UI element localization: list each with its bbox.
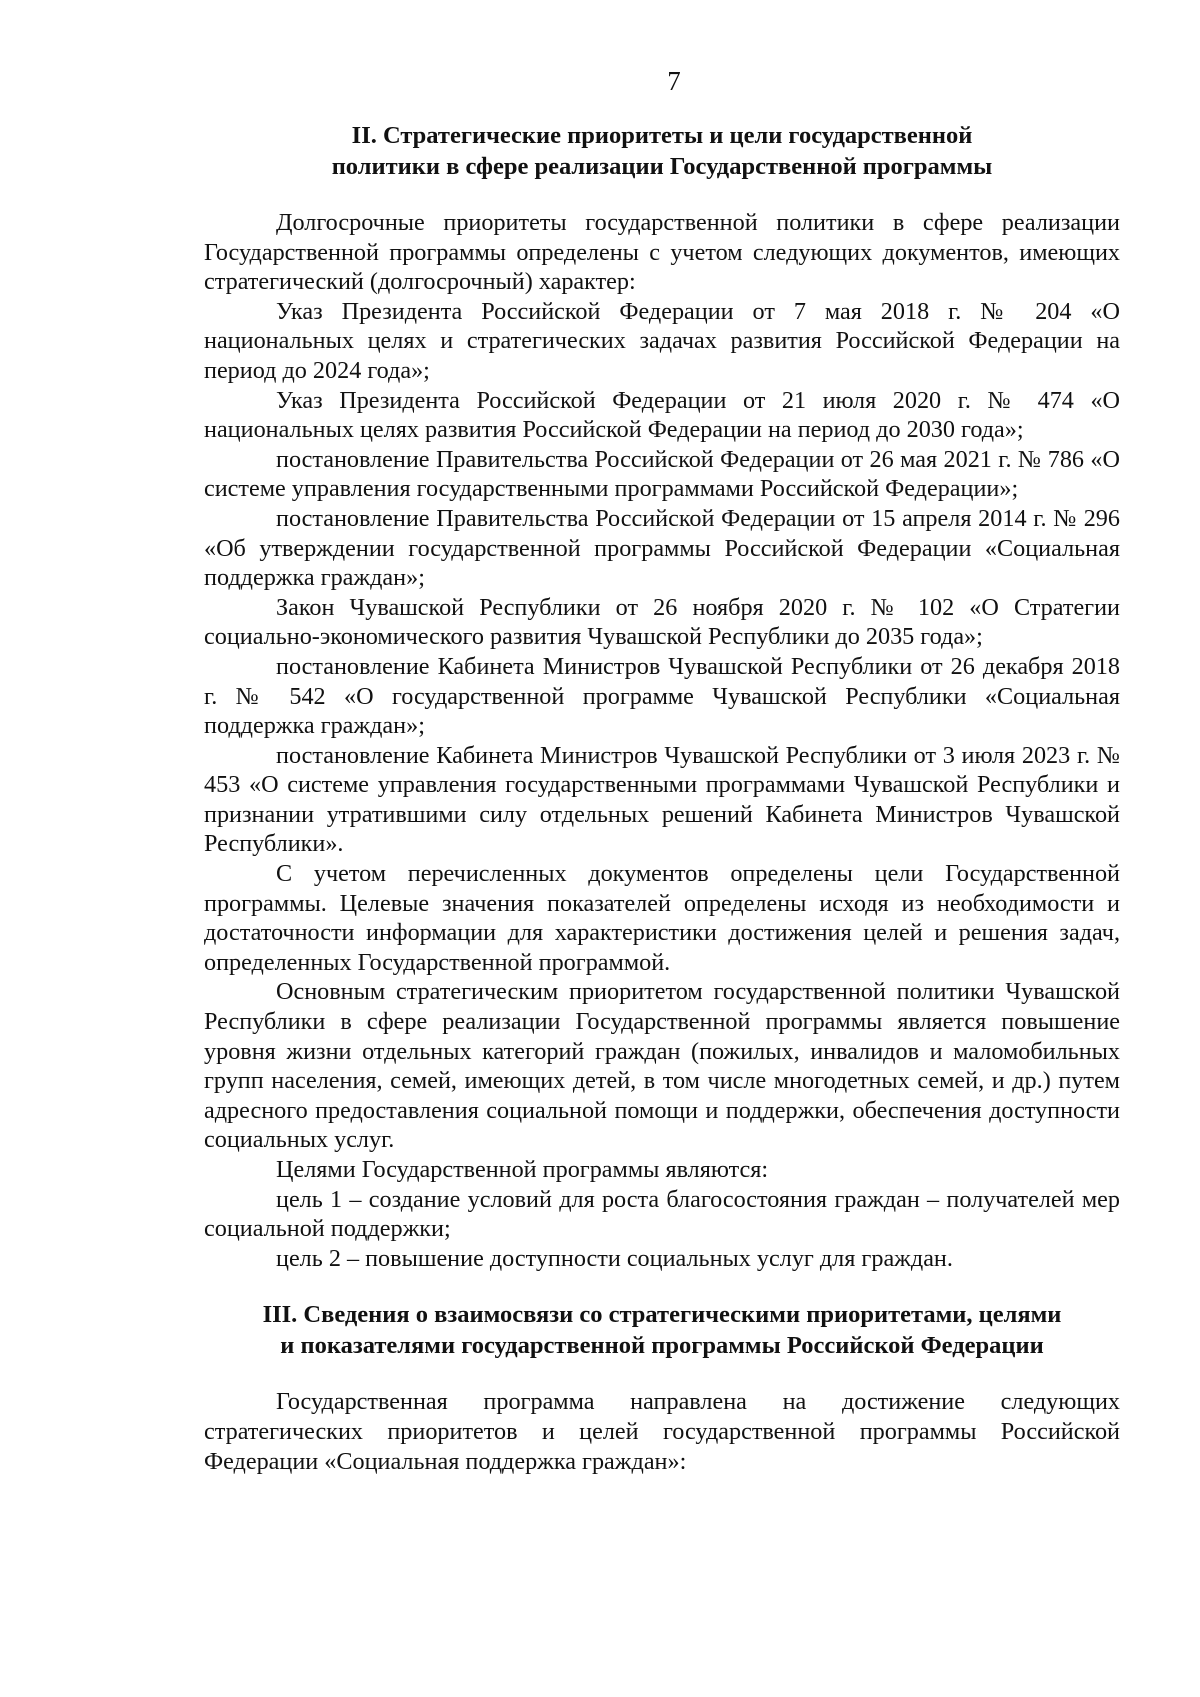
section-3-body [204, 1387, 1120, 1476]
paragraph: цель 1 – создание условий для роста благосостояния граждан – получателей мер социальной поддержки; [204, 1185, 1120, 1243]
paragraph: постановление Кабинета Министров Чувашской Республики от 3 июля 2023 г. № 453 «О системе управления государственными программами Чувашской Республики и признании утратившими силу отдельных решений Кабинета Министров Чувашской Республики». [204, 741, 1120, 858]
paragraph: Указ Президента Российской Федерации от 21 июля 2020 г. № 474 «О национальных целях развития Российской Федерации на период до 2030 года»; [204, 386, 1120, 444]
section-3-heading-line-1: III. Сведения о взаимосвязи со стратегическими приоритетами, целями [262, 1301, 1062, 1329]
section-3-heading-line-2: и показателями государственной программы Российской Федерации [280, 1332, 1044, 1360]
paragraph: Долгосрочные приоритеты государственной политики в сфере реализации Государственной программы определены с учетом следующих документов, имеющих стратегический (долгосрочный) характер: [204, 209, 1120, 296]
section-2-heading-line-1: II. Стратегические приоритеты и цели государственной [351, 122, 973, 149]
paragraph: Государственная программа направлена на достижение следующих стратегических приоритетов и целей государственной программы Российской Федерации «Социальная поддержка граждан»: [204, 1388, 1120, 1475]
paragraph: постановление Кабинета Министров Чувашской Республики от 26 декабря 2018 г. № 542 «О государственной программе Чувашской Республики «Социальная поддержка граждан»; [204, 652, 1120, 740]
paragraph: Основным стратегическим приоритетом государственной политики Чувашской Республики в сфере реализации Государственной программы является повышение уровня жизни отдельных категорий граждан (пожилых, инвалидов и маломобильных групп населения, семей, имеющих детей, в том числе многодетных семей, и др.) путем адресного предоставления социальной помощи и поддержки, обеспечения доступности социальных услуг. [204, 978, 1120, 1154]
paragraph: цель 2 – повышение доступности социальных услуг для граждан. [276, 1244, 953, 1272]
paragraph: постановление Правительства Российской Федерации от 26 мая 2021 г. № 786 «О системе управления государственными программами Российской Федерации»; [204, 445, 1120, 503]
paragraph: Целями Государственной программы являются: [276, 1156, 769, 1183]
section-3-heading [204, 1299, 1120, 1361]
paragraph: Закон Чувашской Республики от 26 ноября 2020 г. № 102 «О Стратегии социально-экономического развития Чувашской Республики до 2035 года»; [204, 593, 1120, 651]
paragraph: постановление Правительства Российской Федерации от 15 апреля 2014 г. № 296 «Об утверждении государственной программы Российской Федерации «Социальная поддержка граждан»; [204, 504, 1120, 592]
section-2-heading [204, 120, 1120, 182]
section-2-body [204, 208, 1120, 1273]
paragraph: С учетом перечисленных документов определены цели Государственной программы. Целевые значения показателей определены исходя из необходимости и достаточности информации для характеристики достижения целей и решения задач, определенных Государственной программой. [204, 860, 1120, 976]
section-2-heading-line-2: политики в сфере реализации Государственной программы [331, 153, 993, 180]
paragraph: Указ Президента Российской Федерации от 7 мая 2018 г. № 204 «О национальных целях и стратегических задачах развития Российской Федерации на период до 2024 года»; [204, 297, 1120, 384]
page-number: 7 [667, 66, 681, 96]
